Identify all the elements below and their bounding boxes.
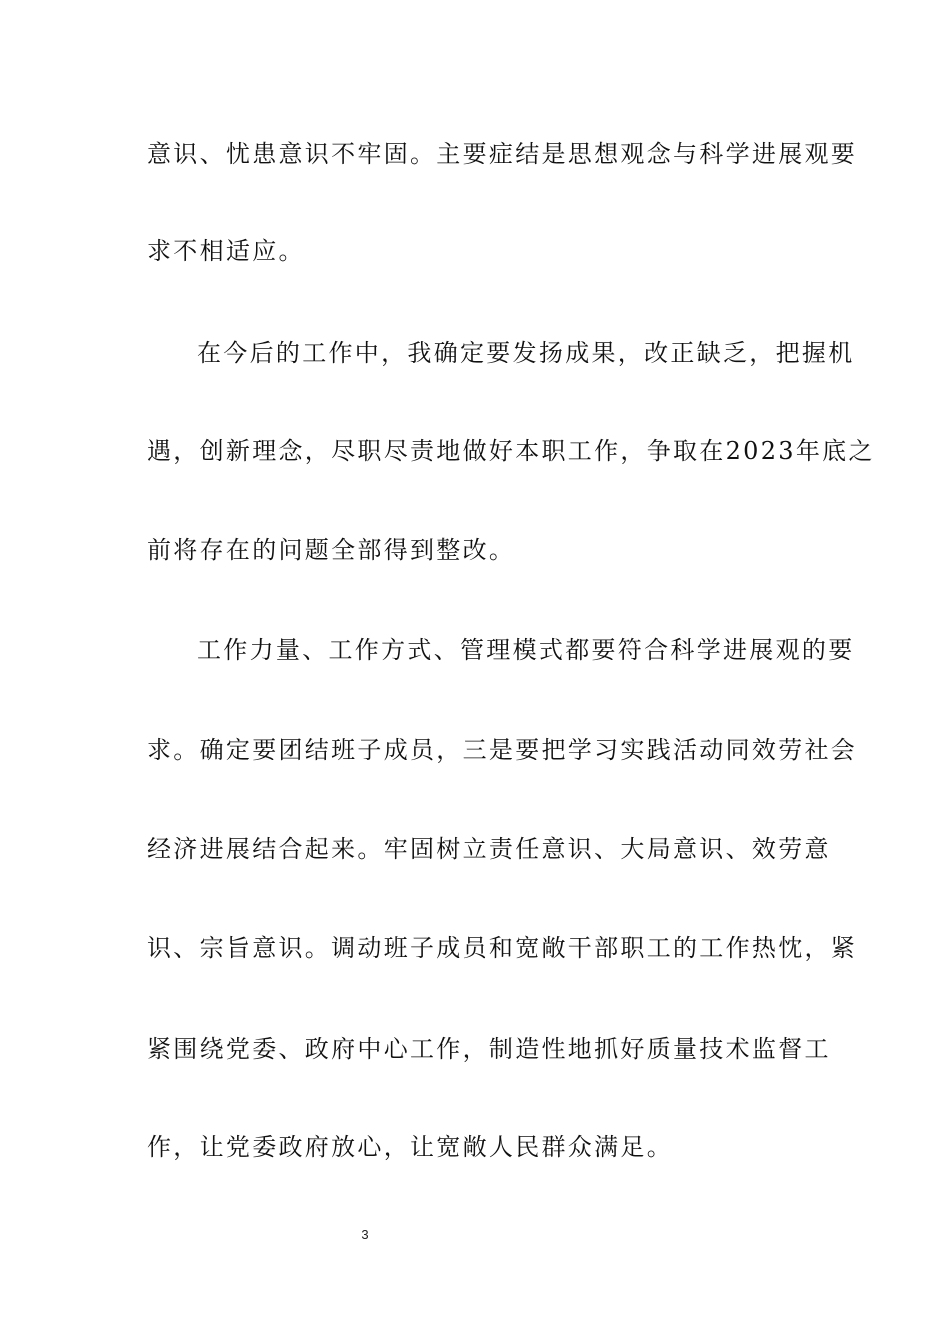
- text-line: 前将存在的问题全部得到整改。: [147, 536, 516, 564]
- text-line: 经济进展结合起来。牢固树立责任意识、大局意识、效劳意: [147, 835, 831, 863]
- paragraph-first-line: 在今后的工作中，我确定要发扬成果，改正缺乏，把握机: [197, 339, 855, 367]
- text-line: 作，让党委政府放心，让宽敞人民群众满足。: [147, 1133, 673, 1161]
- text-line: 意识、忧患意识不牢固。主要症结是思想观念与科学进展观要: [147, 140, 858, 168]
- text-line: 求不相适应。: [147, 237, 305, 265]
- text-line: 识、宗旨意识。调动班子成员和宽敞干部职工的工作热忱，紧: [147, 934, 858, 962]
- paragraph-first-line: 工作力量、工作方式、管理模式都要符合科学进展观的要: [197, 636, 855, 664]
- text-line: 求。确定要团结班子成员，三是要把学习实践活动同效劳社会: [147, 736, 858, 764]
- page-number: 3: [361, 1227, 369, 1242]
- text-line: 紧围绕党委、政府中心工作，制造性地抓好质量技术监督工: [147, 1035, 831, 1063]
- text-line: 遇，创新理念，尽职尽责地做好本职工作，争取在2023年底之: [147, 437, 875, 465]
